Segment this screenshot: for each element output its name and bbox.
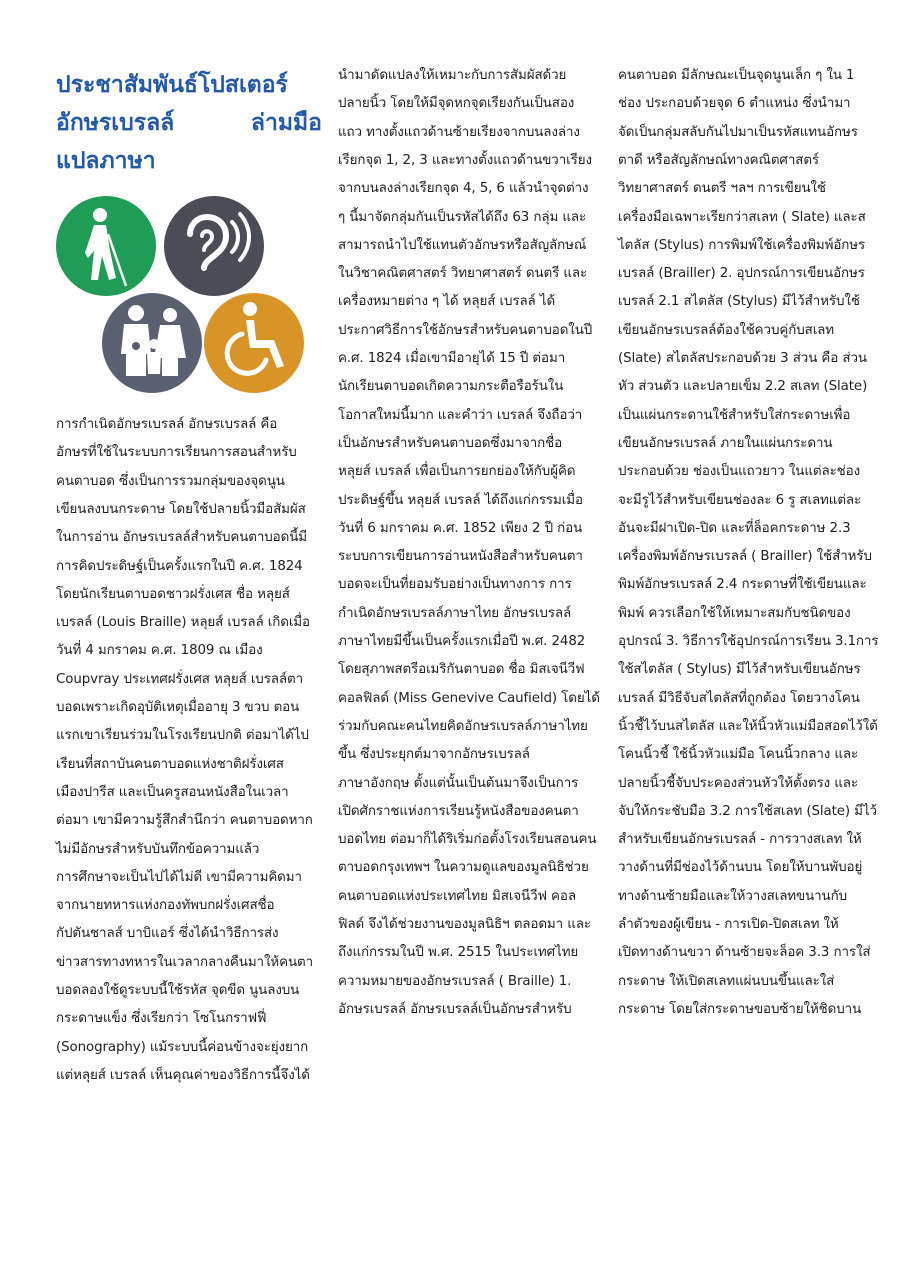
title-word-sign: ล่ามมือ — [250, 110, 322, 136]
col3-line: ใช้สไตลัส ( Stylus) มีไว้สำหรับเขียนอักษร — [618, 662, 861, 678]
col3-line: อุปกรณ์ 3. วิธีการใช้อุปกรณ์การเรียน 3.1การ — [618, 634, 879, 649]
col3-line: จับให้กระชับมือ 3.2 การใช้สเลท (Slate) มีไว้ — [618, 803, 877, 819]
col2-line: ปลายนิ้ว โดยให้มีจุดหกจุดเรียงกันเป็นสอง — [338, 96, 575, 112]
col3-line: ช่อง ประกอบด้วยจุด 6 ตำแหน่ง ซึ่งนำมา — [618, 96, 851, 112]
col3-line: เบรลล์ มีวิธีจับสไตลัสที่ถูกต้อง โดยวางโคน — [618, 690, 860, 706]
col2-line: เปิดศักราชแห่งการเรียนรู้หนังสือของคนตา — [338, 803, 579, 819]
col1-line: บอดลองใช้ดูระบบนี้ใช้รหัส จุดขีด นูนลงบน — [56, 983, 300, 998]
col3-line: พิมพ์อักษรเบรลล์ 2.4 กระดาษที่ใช้เขียนและ — [618, 577, 867, 593]
col2-line: ฟิลด์ จึงได้ช่วยงานของมูลนิธิฯ ตลอดมา และ — [338, 917, 591, 932]
col1-line: จากนายทหารแห่งกองทัพบกฝรั่งเศสชื่อ — [56, 898, 275, 914]
col3-line: ตาดี หรือสัญลักษณ์ทางคณิตศาสตร์ — [618, 152, 820, 168]
col2-line: บอดจะเป็นที่ยอมรับอย่างเป็นทางการ การ — [338, 577, 572, 593]
col3-line: เขียนอักษรเบรลล์ ภายในแผ่นกระดาน — [618, 435, 833, 451]
col2-line: สามารถนำไปใช้แทนตัวอักษรหรือสัญลักษณ์ — [338, 237, 587, 253]
col3-line: เปิดทางด้านขวา ด้านซ้ายจะล็อค 3.3 การใส่ — [618, 945, 871, 961]
title-line-1: ประชาสัมพันธ์โปสเตอร์ — [56, 72, 288, 98]
col1-line: การศึกษาจะเป็นไปได้ไม่ดี เขามีความคิดมา — [56, 869, 302, 885]
accessibility-icons — [54, 196, 304, 394]
col2-line: กำเนิดอักษรเบรลล์ภาษาไทย อักษรเบรลล์ — [338, 605, 572, 621]
col3-line: เครื่องมือเฉพาะเรียกว่าสเลท ( Slate) และส — [618, 209, 866, 225]
col1-line: การกำเนิดอักษรเบรลล์ อักษรเบรลล์ คือ — [56, 417, 278, 432]
col3-line: จัดเป็นกลุ่มสลับกันไปมาเป็นรหัสแทนอักษร — [618, 124, 858, 140]
col2-line: จากบนลงล่างเรียกจุด 4, 5, 6 แล้วนำจุดต่าง — [338, 181, 589, 197]
col2-line: ประกาศวิธีการใช้อักษรสำหรับคนตาบอดในปี — [338, 322, 593, 338]
col2-line: ภาษาไทยมีขึ้นเป็นครั้งแรกเมื่อปี พ.ศ. 2482 — [338, 634, 586, 649]
col2-line: บอดไทย ต่อมาก็ได้ริเริ่มก่อตั้งโรงเรียนสอนคน — [338, 832, 597, 848]
col3-line: สำหรับเขียนอักษรเบรลล์ - การวางสเลท ให้ — [618, 832, 862, 848]
col2-line: ขึ้น ซึ่งประยุกต์มาจากอักษรเบรลล์ — [338, 747, 530, 763]
col2-line: นำมาดัดแปลงให้เหมาะกับการสัมผัสด้วย — [338, 68, 567, 83]
col1-line: เขียนลงบนกระดาษ โดยใช้ปลายนิ้วมือสัมผัส — [56, 501, 306, 517]
col3-line: เขียนอักษรเบรลล์ต้องใช้ควบคู่กับสเลท — [618, 322, 835, 338]
col3-line: จะมีรูไว้สำหรับเขียนช่องละ 6 รู สเลทแต่ละ — [618, 492, 862, 508]
col3-line: เบรลล์ 2.1 สไตลัส (Stylus) มีไว้สำหรับใช้ — [618, 294, 860, 310]
col2-line: เครื่องหมายต่าง ๆ ได้ หลุยส์ เบรลล์ ได้ — [338, 294, 556, 310]
col1-line: ไม่มีอักษรสำหรับบันทึกข้อความแล้ว — [56, 841, 260, 857]
col2-line: ถึงแก่กรรมในปี พ.ศ. 2515 ในประเทศไทย — [338, 945, 579, 961]
col2-line: แถว ทางตั้งแถวด้านซ้ายเรียงจากบนลงล่าง — [338, 124, 580, 140]
col2-line: ค.ศ. 1824 เมื่อเขามีอายุได้ 15 ปี ต่อมา — [338, 351, 566, 366]
col1-line: ข่าวสารทางทหารในเวลากลางคืนมาให้คนตา — [56, 954, 314, 970]
col3-line: ลำตัวของผู้เขียน - การเปิด-ปิดสเลท ให้ — [618, 917, 839, 932]
col2-line: เรียกจุด 1, 2, 3 และทางตั้งแถวด้านขวาเรียง — [338, 152, 592, 168]
title-line-2 — [56, 104, 322, 142]
col3-line: ทางด้านซ้ายมือและให้วางสเลทขนานกับ — [618, 888, 848, 904]
col2-line: ร่วมกับคณะคนไทยคิดอักษรเบรลล์ภาษาไทย — [338, 718, 588, 734]
title-word-braille: อักษรเบรลล์ — [56, 110, 175, 136]
col1-line: (Sonography) แม้ระบบนี้ค่อนข้างจะยุ่งยาก — [56, 1039, 309, 1055]
col3-line: โคนนิ้วชี้ ใช้นิ้วหัวแม่มือ โคนนิ้วกลาง และ — [618, 747, 859, 763]
col3-line: นิ้วชี้ไว้บนสไตลัส และให้นิ้วหัวแม่มือสอดไว้ใต้ — [618, 718, 878, 734]
col1-line: แต่หลุยส์ เบรลล์ เห็นคุณค่าของวิธีการนี้จึงได้ — [56, 1067, 310, 1083]
col1-line: วันที่ 4 มกราคม ค.ศ. 1809 ณ เมือง — [56, 643, 263, 659]
col3-line: เครื่องพิมพ์อักษรเบรลล์ ( Brailler) ใช้สำหรับ — [618, 549, 872, 565]
col3-line: พิมพ์ ควรเลือกใช้ให้เหมาะสมกับชนิดของ — [618, 605, 851, 621]
col1-line: แรกเขาเรียนร่วมในโรงเรียนปกติ ต่อมาได้ไป — [56, 728, 309, 744]
col1-line: กัปตันชาลส์ บาบิแอร์ ซึ่งได้นำวิธีการส่ง — [56, 926, 279, 942]
col2-line: โอกาสใหม่นี้มาก และคำว่า เบรลล์ จึงถือว่า — [338, 407, 583, 423]
col3-line: เบรลล์ (Brailler) 2. อุปกรณ์การเขียนอักษร — [618, 266, 865, 282]
title-line-3: แปลภาษา — [56, 148, 156, 174]
col2-line: นักเรียนตาบอดเกิดความกระตือรือร้นใน — [338, 379, 564, 395]
col1-line: ในการอ่าน อักษรเบรลล์สำหรับคนตาบอดนี้มี — [56, 530, 307, 546]
col3-line: ปลายนิ้วชี้จับประคองส่วนหัวให้ตั้งตรง และ — [618, 775, 859, 791]
col2-line: ในวิชาคณิตศาสตร์ วิทยาศาสตร์ ดนตรี และ — [338, 266, 588, 282]
col3-line: หัว ส่วนตัว และปลายเข็ม 2.2 สเลท (Slate) — [618, 379, 868, 395]
col3-line: ประกอบด้วย ช่องเป็นแถวยาว ในแต่ละช่อง — [618, 464, 861, 480]
col3-line: กระดาษ ให้เปิดสเลทแผ่นบนขึ้นและใส่ — [618, 973, 835, 989]
col2-line: ประดิษฐ์ขึ้น หลุยส์ เบรลล์ ได้ถึงแก่กรรมเมื่อ — [338, 492, 583, 508]
col1-line: บอดเพราะเกิดอุบัติเหตุเมื่ออายุ 3 ขวบ ตอน — [56, 700, 300, 715]
blind-person-icon — [56, 196, 156, 296]
wheelchair-icon — [204, 293, 304, 393]
family-icon — [102, 293, 202, 393]
col2-line: ภาษาอังกฤษ ตั้งแต่นั้นเป็นต้นมาจึงเป็นการ — [338, 775, 579, 791]
col2-line: เป็นอักษรสำหรับคนตาบอดซึ่งมาจากชื่อ — [338, 435, 563, 451]
col3-line: เป็นแผ่นกระดานใช้สำหรับใส่กระดาษเพื่อ — [618, 407, 851, 423]
hearing-icon — [164, 196, 264, 296]
col1-line: โดยนักเรียนตาบอดชาวฝรั่งเศส ชื่อ หลุยส์ — [56, 586, 290, 602]
col2-line: โดยสุภาพสตรีอเมริกันตาบอด ชื่อ มิสเจนีวีฟ — [338, 662, 585, 678]
col2-line: ระบบการเขียนการอ่านหนังสือสำหรับคนตา — [338, 549, 583, 565]
col3-line: กระดาษ โดยใส่กระดาษขอบซ้ายให้ชิดบาน — [618, 1001, 862, 1017]
col2-line: ตาบอดกรุงเทพฯ ในความดูแลของมูลนิธิช่วย — [338, 860, 589, 876]
col2-line: คอลฟิลด์ (Miss Genevive Caufield) โดยได้ — [338, 690, 600, 706]
col3-line: คนตาบอด มีลักษณะเป็นจุดนูนเล็ก ๆ ใน 1 — [618, 68, 855, 83]
col2-line: ความหมายของอักษรเบรลล์ ( Braille) 1. — [338, 973, 572, 989]
col1-line: เรียนที่สถาบันคนตาบอดแห่งชาติฝรั่งเศส — [56, 756, 284, 772]
col1-line: กระดาษแข็ง ซึ่งเรียกว่า โซโนกราฟฟี่ — [56, 1011, 267, 1027]
col2-line: วันที่ 6 มกราคม ค.ศ. 1852 เพียง 2 ปี ก่อน — [338, 520, 583, 536]
poster-title — [56, 66, 322, 180]
col1-line: อักษรที่ใช้ในระบบการเรียนการสอนสำหรับ — [56, 445, 297, 461]
col3-line: อันจะมีฝาเปิด-ปิด และที่ล็อคกระดาษ 2.3 — [618, 520, 851, 536]
col2-line: หลุยส์ เบรลล์ เพื่อเป็นการยกย่องให้กับผู้คิด — [338, 464, 576, 480]
col2-line: คนตาบอดแห่งประเทศไทย มิสเจนีวีฟ คอล — [338, 888, 576, 904]
col1-line: คนตาบอด ซึ่งเป็นการรวมกลุ่มของจุดนูน — [56, 473, 285, 489]
col1-line: เบรลล์ (Louis Braille) หลุยส์ เบรลล์ เกิดเมื่อ — [56, 615, 310, 631]
col1-line: ต่อมา เขามีความรู้สึกสำนึกว่า คนตาบอดหาก — [56, 813, 313, 829]
col3-line: ไตลัส (Stylus) การพิมพ์ใช้เครื่องพิมพ์อักษร — [618, 237, 866, 253]
col1-line: การคิดประดิษฐ์เป็นครั้งแรกในปี ค.ศ. 1824 — [56, 558, 303, 574]
col1-line: เมืองปารีส และเป็นครูสอนหนังสือในเวลา — [56, 784, 289, 800]
col3-line: (Slate) สไตลัสประกอบด้วย 3 ส่วน คือ ส่วน — [618, 351, 867, 366]
col2-line: อักษรเบรลล์ อักษรเบรลล์เป็นอักษรสำหรับ — [338, 1001, 572, 1017]
col3-line: วางด้านที่มีช่องไว้ด้านบน โดยให้บานพับอยู่ — [618, 860, 863, 876]
col2-line: ๆ นี้มาจัดกลุ่มกันเป็นรหัสได้ถึง 63 กลุ่ม และ — [338, 209, 587, 225]
col1-line: Coupvray ประเทศฝรั่งเศส หลุยส์ เบรลล์ตา — [56, 671, 304, 687]
col3-line: วิทยาศาสตร์ ดนตรี ฯลฯ การเขียนใช้ — [618, 181, 826, 197]
